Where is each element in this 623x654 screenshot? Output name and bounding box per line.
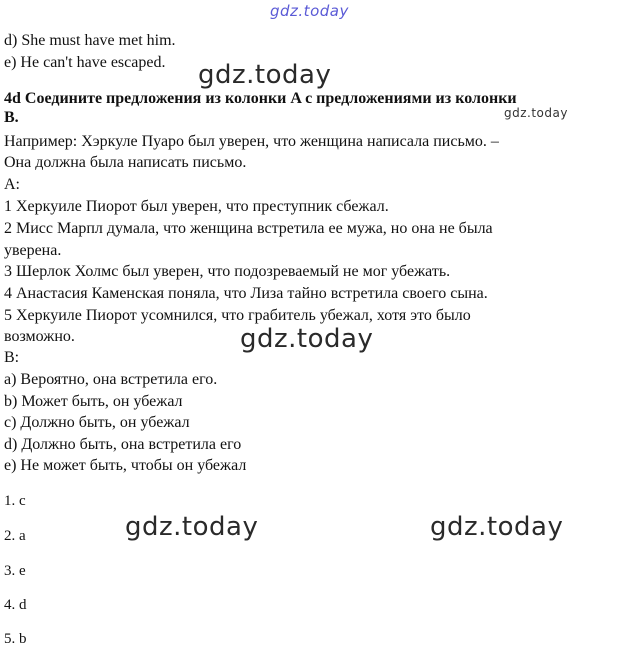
column-b-line: b) Может быть, он убежал [4,393,183,410]
watermark: gdz.today [504,106,568,120]
column-b-line: d) Должно быть, она встретила его [4,436,242,453]
column-b-label: B: [4,349,20,366]
answer-line: 3. e [4,563,26,579]
example-text-continued: Она должна была написать письмо. [4,154,247,171]
column-a-line: 1 Херкуиле Пиорот был уверен, что преступник сбежал. [4,198,389,215]
watermark: gdz.today [198,60,332,90]
column-a-label: A: [4,176,20,193]
previous-item: d) She must have met him. [4,32,176,49]
column-a-line: 4 Анастасия Каменская поняла, что Лиза тайно встретила своего сына. [4,285,488,302]
watermark: gdz.today [240,324,374,354]
watermark: gdz.today [125,512,259,542]
column-b-line: c) Должно быть, он убежал [4,414,190,431]
column-a-line: возможно. [4,328,75,345]
column-b-line: a) Вероятно, она встретила его. [4,371,218,388]
column-a-line: уверена. [4,242,62,259]
answer-line: 1. c [4,493,26,509]
previous-item: e) He can't have escaped. [4,54,166,71]
watermark: gdz.today [270,2,349,20]
column-a-line: 5 Херкуиле Пиорот усомнился, что грабитель убежал, хотя это было [4,307,471,324]
column-a-line: 3 Шерлок Холмс был уверен, что подозреваемый не мог убежать. [4,263,451,280]
answer-line: 4. d [4,597,27,613]
task-title: 4d Соедините предложения из колонки A с предложениями из колонки [4,90,517,107]
example-text: Например: Хэркуле Пуаро был уверен, что женщина написала письмо. – [4,133,499,150]
column-b-line: e) Не может быть, чтобы он убежал [4,457,247,474]
answer-line: 5. b [4,631,27,647]
column-a-line: 2 Мисс Марпл думала, что женщина встретила ее мужа, но она не была [4,220,493,237]
watermark: gdz.today [430,512,564,542]
answer-line: 2. a [4,528,26,544]
task-title-continued: B. [4,109,19,126]
